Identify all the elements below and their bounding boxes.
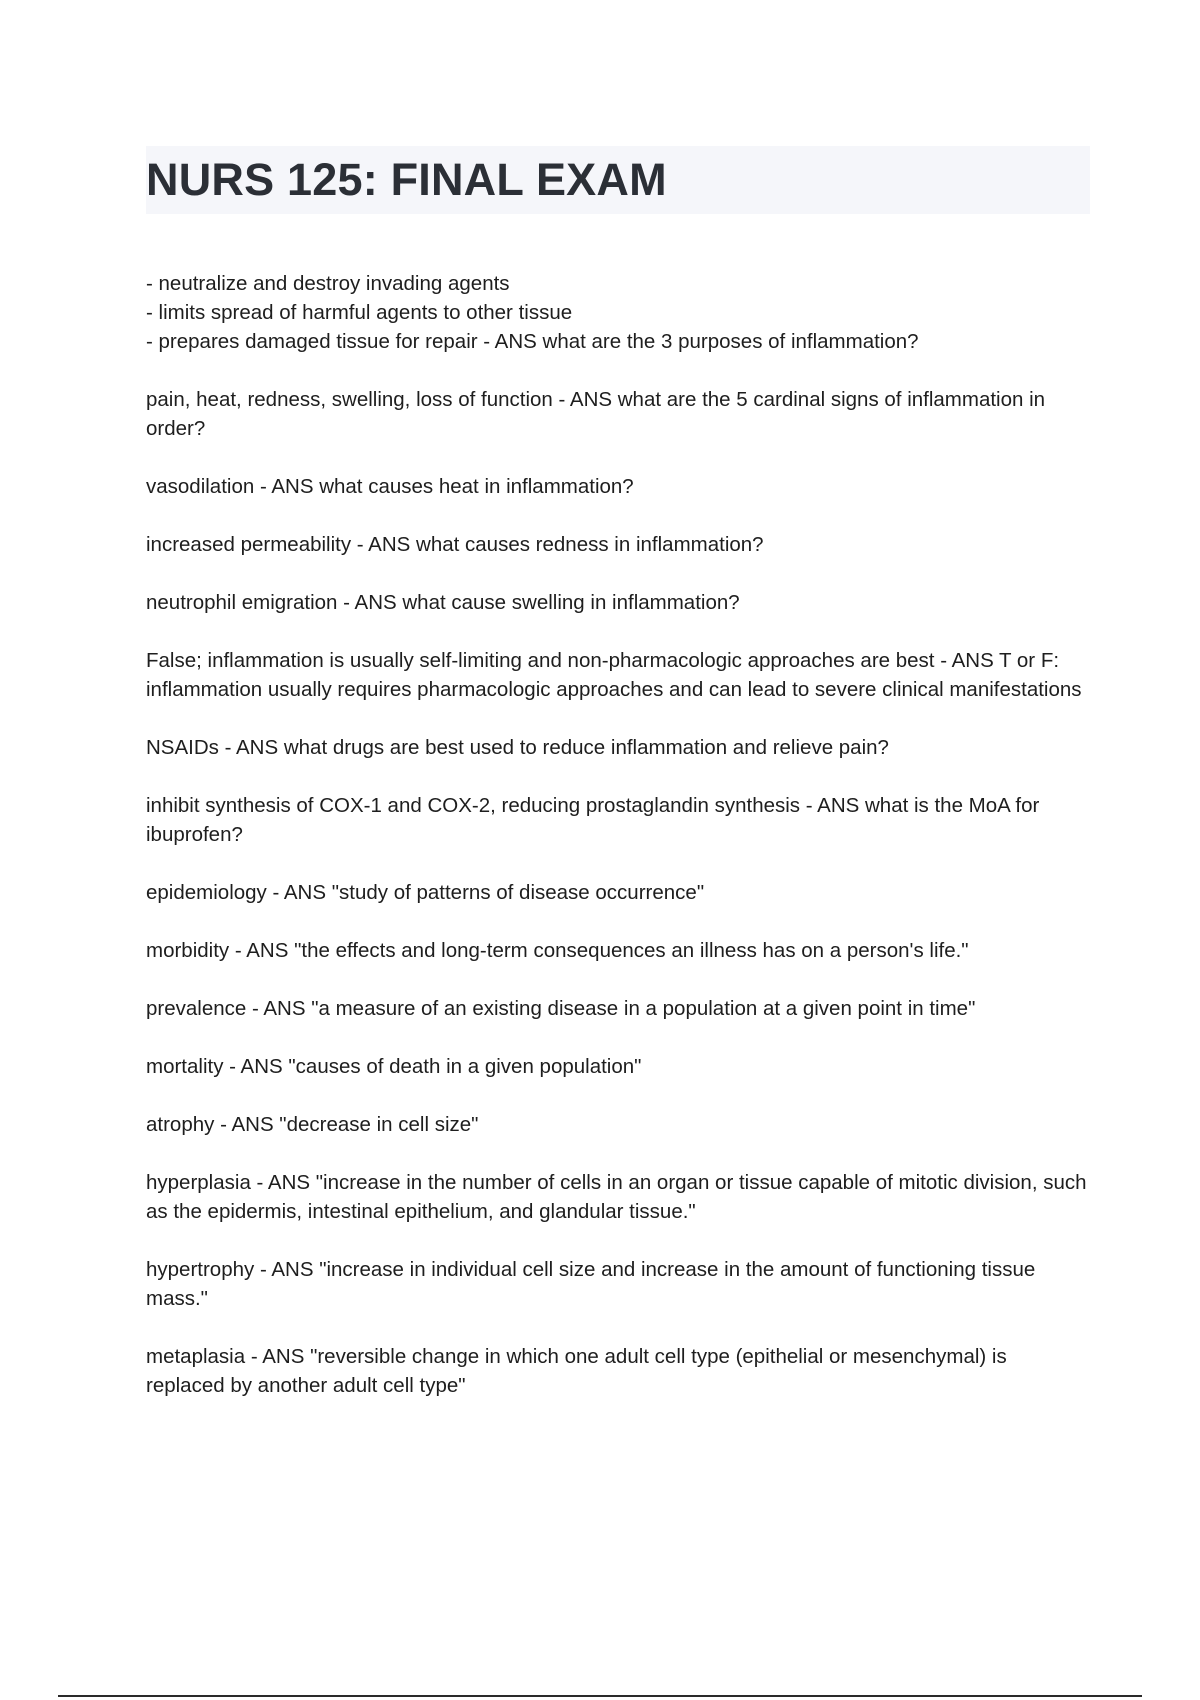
flashcard-entry: prevalence - ANS "a measure of an existing disease in a population at a given point in time"	[146, 997, 976, 1020]
flashcard-entry: metaplasia - ANS "reversible change in which one adult cell type (epithelial or mesenchymal) is replaced by another adult cell type"	[146, 1345, 1013, 1397]
flashcard-entry: vasodilation - ANS what causes heat in inflammation?	[146, 475, 634, 498]
flashcard-entry: inhibit synthesis of COX-1 and COX-2, reducing prostaglandin synthesis - ANS what is the MoA for ibuprofen?	[146, 794, 1046, 846]
flashcard-entry: - neutralize and destroy invading agents - limits spread of harmful agents to other tissue - prepares damaged tissue for repair - ANS what are the 3 purposes of inflammation?	[146, 272, 919, 353]
page-bottom-divider	[58, 1695, 1142, 1697]
flashcard-entry: epidemiology - ANS "study of patterns of disease occurrence"	[146, 881, 705, 904]
flashcard-entry: atrophy - ANS "decrease in cell size"	[146, 1113, 479, 1136]
flashcard-entry: False; inflammation is usually self-limiting and non-pharmacologic approaches are best - ANS T or F: inflammation usually requires pharmacologic approaches and can lead to severe clinical manifestations	[146, 649, 1082, 701]
page-title: NURS 125: FINAL EXAM	[146, 154, 667, 205]
flashcard-entry: NSAIDs - ANS what drugs are best used to reduce inflammation and relieve pain?	[146, 736, 889, 759]
flashcard-entry: hypertrophy - ANS "increase in individual cell size and increase in the amount of functioning tissue mass."	[146, 1258, 1041, 1310]
flashcard-entry: neutrophil emigration - ANS what cause swelling in inflammation?	[146, 591, 740, 614]
flashcard-entry: hyperplasia - ANS "increase in the number of cells in an organ or tissue capable of mitotic division, such as the epidermis, intestinal epithelium, and glandular tissue."	[146, 1171, 1093, 1223]
flashcard-list	[146, 269, 1093, 1429]
flashcard-entry: pain, heat, redness, swelling, loss of function - ANS what are the 5 cardinal signs of inflammation in order?	[146, 388, 1051, 440]
flashcard-entry: morbidity - ANS "the effects and long-term consequences an illness has on a person's life."	[146, 939, 969, 962]
flashcard-entry: increased permeability - ANS what causes redness in inflammation?	[146, 533, 764, 556]
title-band	[146, 146, 1090, 214]
flashcard-entry: mortality - ANS "causes of death in a given population"	[146, 1055, 642, 1078]
